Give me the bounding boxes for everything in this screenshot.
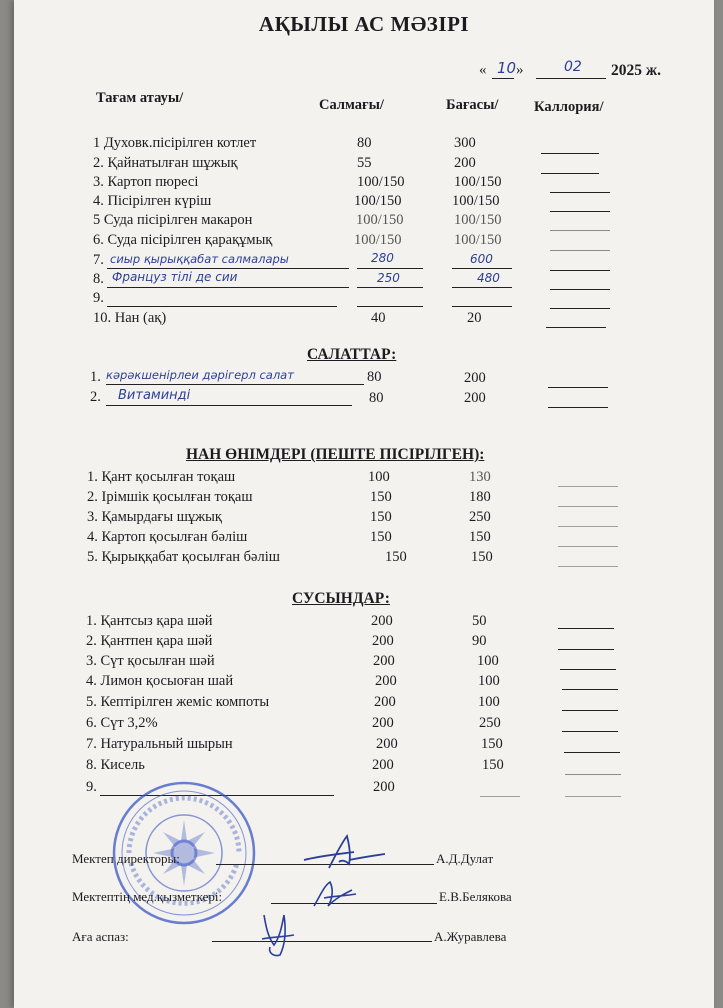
drink-portion: 200 <box>373 653 395 669</box>
dish-portion-line <box>357 268 423 269</box>
chef-sign-line <box>212 941 432 942</box>
dish-name: 5 Суда пісірілген макарон <box>93 212 253 228</box>
drink-price: 100 <box>478 673 500 689</box>
director-name: А.Д.Дулат <box>436 851 494 866</box>
dish-price-handwritten: 600 <box>470 252 493 266</box>
salad-portion: 80 <box>367 369 382 385</box>
date-close-quote: » <box>516 62 524 78</box>
dish-price-line <box>452 268 512 269</box>
drink-name: 3. Сүт қосылған шәй <box>86 653 215 669</box>
date-year: 2025 ж. <box>611 62 661 79</box>
calorie-line <box>546 327 606 328</box>
dish-name: 1 Духовк.пісірілген котлет <box>93 135 257 151</box>
dish-name-handwritten: Француз тілі де сии <box>112 270 238 284</box>
dish-portion-handwritten: 250 <box>377 271 400 285</box>
col-calories-header: Каллория/ <box>534 99 604 115</box>
calorie-line <box>550 289 610 290</box>
drink-price: 100 <box>477 653 499 669</box>
dish-portion: 100/150 <box>356 212 404 228</box>
nurse-role: Мектептің мед.қызметкері: <box>72 889 223 904</box>
dish-price-handwritten: 480 <box>477 271 500 285</box>
drink-price: 150 <box>481 736 503 752</box>
date-day: 10 <box>497 59 517 77</box>
calorie-line <box>558 649 614 650</box>
calorie-line <box>550 250 610 251</box>
nurse-signature <box>304 876 364 912</box>
calorie-line <box>558 628 614 629</box>
bakery-portion: 150 <box>370 529 392 545</box>
date-day-line <box>492 78 514 79</box>
drink-price: 50 <box>472 613 487 629</box>
drink-price: 250 <box>479 715 501 731</box>
drink-price: 90 <box>472 633 487 649</box>
drink-name: 8. Кисель <box>86 757 145 773</box>
dish-portion-line <box>357 287 423 288</box>
calorie-line <box>548 387 608 388</box>
bakery-portion: 150 <box>370 509 392 525</box>
dish-price: 100/150 <box>454 174 502 190</box>
bakery-price: 250 <box>469 509 491 525</box>
dish-price: 100/150 <box>454 212 502 228</box>
col-name-header: Тағам атауы/ <box>96 90 184 106</box>
drink-name: 1. Қантсыз қара шәй <box>86 613 213 629</box>
calorie-line <box>550 211 610 212</box>
salad-number: 2. <box>90 389 101 405</box>
drink-name: 5. Кептірілген жеміс компоты <box>86 694 270 710</box>
calorie-line <box>550 192 610 193</box>
dish-price-line <box>452 287 512 288</box>
salad-number: 1. <box>90 369 101 385</box>
bakery-name: 4. Картоп қосылған бәліш <box>87 529 248 545</box>
salads-heading: САЛАТТАР: <box>307 346 397 363</box>
drinks-heading: СУСЫНДАР: <box>292 590 390 607</box>
salad-price: 200 <box>464 370 486 386</box>
dish-name: 10. Нан (ақ) <box>93 310 167 326</box>
bakery-price: 150 <box>471 549 493 565</box>
bakery-portion: 100 <box>368 469 390 485</box>
drink-number: 9. <box>86 779 97 795</box>
date-month-line <box>536 78 606 79</box>
dish-portion-handwritten: 280 <box>371 251 394 265</box>
drink-portion: 200 <box>376 736 398 752</box>
calorie-line <box>548 407 608 408</box>
calorie-line <box>558 546 618 547</box>
drink-name: 7. Натуральный шырын <box>86 736 233 752</box>
calorie-line <box>562 710 618 711</box>
drink-name: 4. Лимон қосыоған шай <box>86 673 234 689</box>
dish-number: 7. <box>93 252 104 268</box>
bakery-heading: НАН ӨНІМДЕРІ (ПЕШТЕ ПІСІРІЛГЕН): <box>186 446 485 463</box>
dish-portion: 80 <box>357 135 372 151</box>
calorie-line <box>541 173 599 174</box>
calorie-line <box>550 270 610 271</box>
drink-portion: 200 <box>372 757 394 773</box>
drink-price-line <box>480 796 520 797</box>
chef-name: А.Журавлева <box>434 929 507 944</box>
salad-name-line <box>106 405 352 406</box>
salad-portion: 80 <box>369 390 384 406</box>
col-portion-header: Салмағы/ <box>319 97 384 113</box>
dish-portion: 55 <box>357 155 372 171</box>
dish-name: 3. Картоп пюресі <box>93 174 199 190</box>
dish-price: 200 <box>454 155 476 171</box>
dish-name-line <box>107 287 349 288</box>
director-role: Мектеп директоры: <box>72 851 180 866</box>
calorie-line <box>541 153 599 154</box>
calorie-line <box>564 752 620 753</box>
dish-price-line <box>452 306 512 307</box>
dish-price: 100/150 <box>452 193 500 209</box>
salad-price: 200 <box>464 390 486 406</box>
dish-name-line <box>107 306 337 307</box>
dish-name: 6. Суда пісірілген қарақұмық <box>93 232 273 248</box>
calorie-line <box>562 689 618 690</box>
drink-portion: 200 <box>371 613 393 629</box>
bakery-name: 2. Ірімшік қосылған тоқаш <box>87 489 253 505</box>
menu-document <box>14 0 714 1008</box>
dish-portion: 100/150 <box>354 193 402 209</box>
calorie-line <box>565 796 621 797</box>
dish-portion: 40 <box>371 310 386 326</box>
calorie-line <box>550 308 610 309</box>
document-title: АҚЫЛЫ АС МӘЗІРІ <box>258 12 470 36</box>
drink-portion: 200 <box>372 715 394 731</box>
date-open-quote: « <box>479 62 487 78</box>
dish-portion: 100/150 <box>354 232 402 248</box>
bakery-price: 180 <box>469 489 491 505</box>
drink-portion: 200 <box>375 673 397 689</box>
salad-name-handwritten: Витаминді <box>118 388 191 403</box>
drink-portion: 200 <box>373 779 395 795</box>
bakery-name: 5. Қырыққабат қосылған бәліш <box>87 549 280 565</box>
calorie-line <box>558 486 618 487</box>
drink-name: 2. Қантпен қара шәй <box>86 633 213 649</box>
dish-name-handwritten: сиыр қырыққабат салмалары <box>110 252 289 266</box>
dish-price: 100/150 <box>454 232 502 248</box>
bakery-price: 130 <box>469 469 491 485</box>
bakery-name: 1. Қант қосылған тоқаш <box>87 469 236 485</box>
calorie-line <box>560 669 616 670</box>
calorie-line <box>565 774 621 775</box>
bakery-portion: 150 <box>370 489 392 505</box>
dish-name-line <box>107 268 349 269</box>
col-price-header: Бағасы/ <box>446 97 499 113</box>
chef-signature <box>254 905 304 960</box>
drink-price: 150 <box>482 757 504 773</box>
date-month: 02 <box>564 59 582 75</box>
bakery-name: 3. Қамырдағы шұжық <box>87 509 222 525</box>
calorie-line <box>558 566 618 567</box>
dish-number: 8. <box>93 271 104 287</box>
dish-number: 9. <box>93 290 104 306</box>
dish-price: 300 <box>454 135 476 151</box>
drink-portion: 200 <box>374 694 396 710</box>
bakery-price: 150 <box>469 529 491 545</box>
salad-name-line <box>106 384 364 385</box>
dish-name: 2. Қайнатылған шұжық <box>93 155 238 171</box>
dish-portion-line <box>357 306 423 307</box>
chef-role: Аға аспаз: <box>72 929 129 944</box>
nurse-name: Е.В.Белякова <box>439 889 512 904</box>
dish-price: 20 <box>467 310 482 326</box>
drink-price: 100 <box>478 694 500 710</box>
dish-name: 4. Пісірілген күріш <box>93 193 212 209</box>
calorie-line <box>562 731 618 732</box>
calorie-line <box>558 506 618 507</box>
drink-portion: 200 <box>372 633 394 649</box>
salad-name-handwritten: кәрәкшенірлеи дәрігерл салат <box>106 368 294 382</box>
calorie-line <box>550 230 610 231</box>
drink-name: 6. Сүт 3,2% <box>86 715 158 731</box>
bakery-portion: 150 <box>385 549 407 565</box>
calorie-line <box>558 526 618 527</box>
dish-portion: 100/150 <box>357 174 405 190</box>
director-signature <box>299 832 389 872</box>
